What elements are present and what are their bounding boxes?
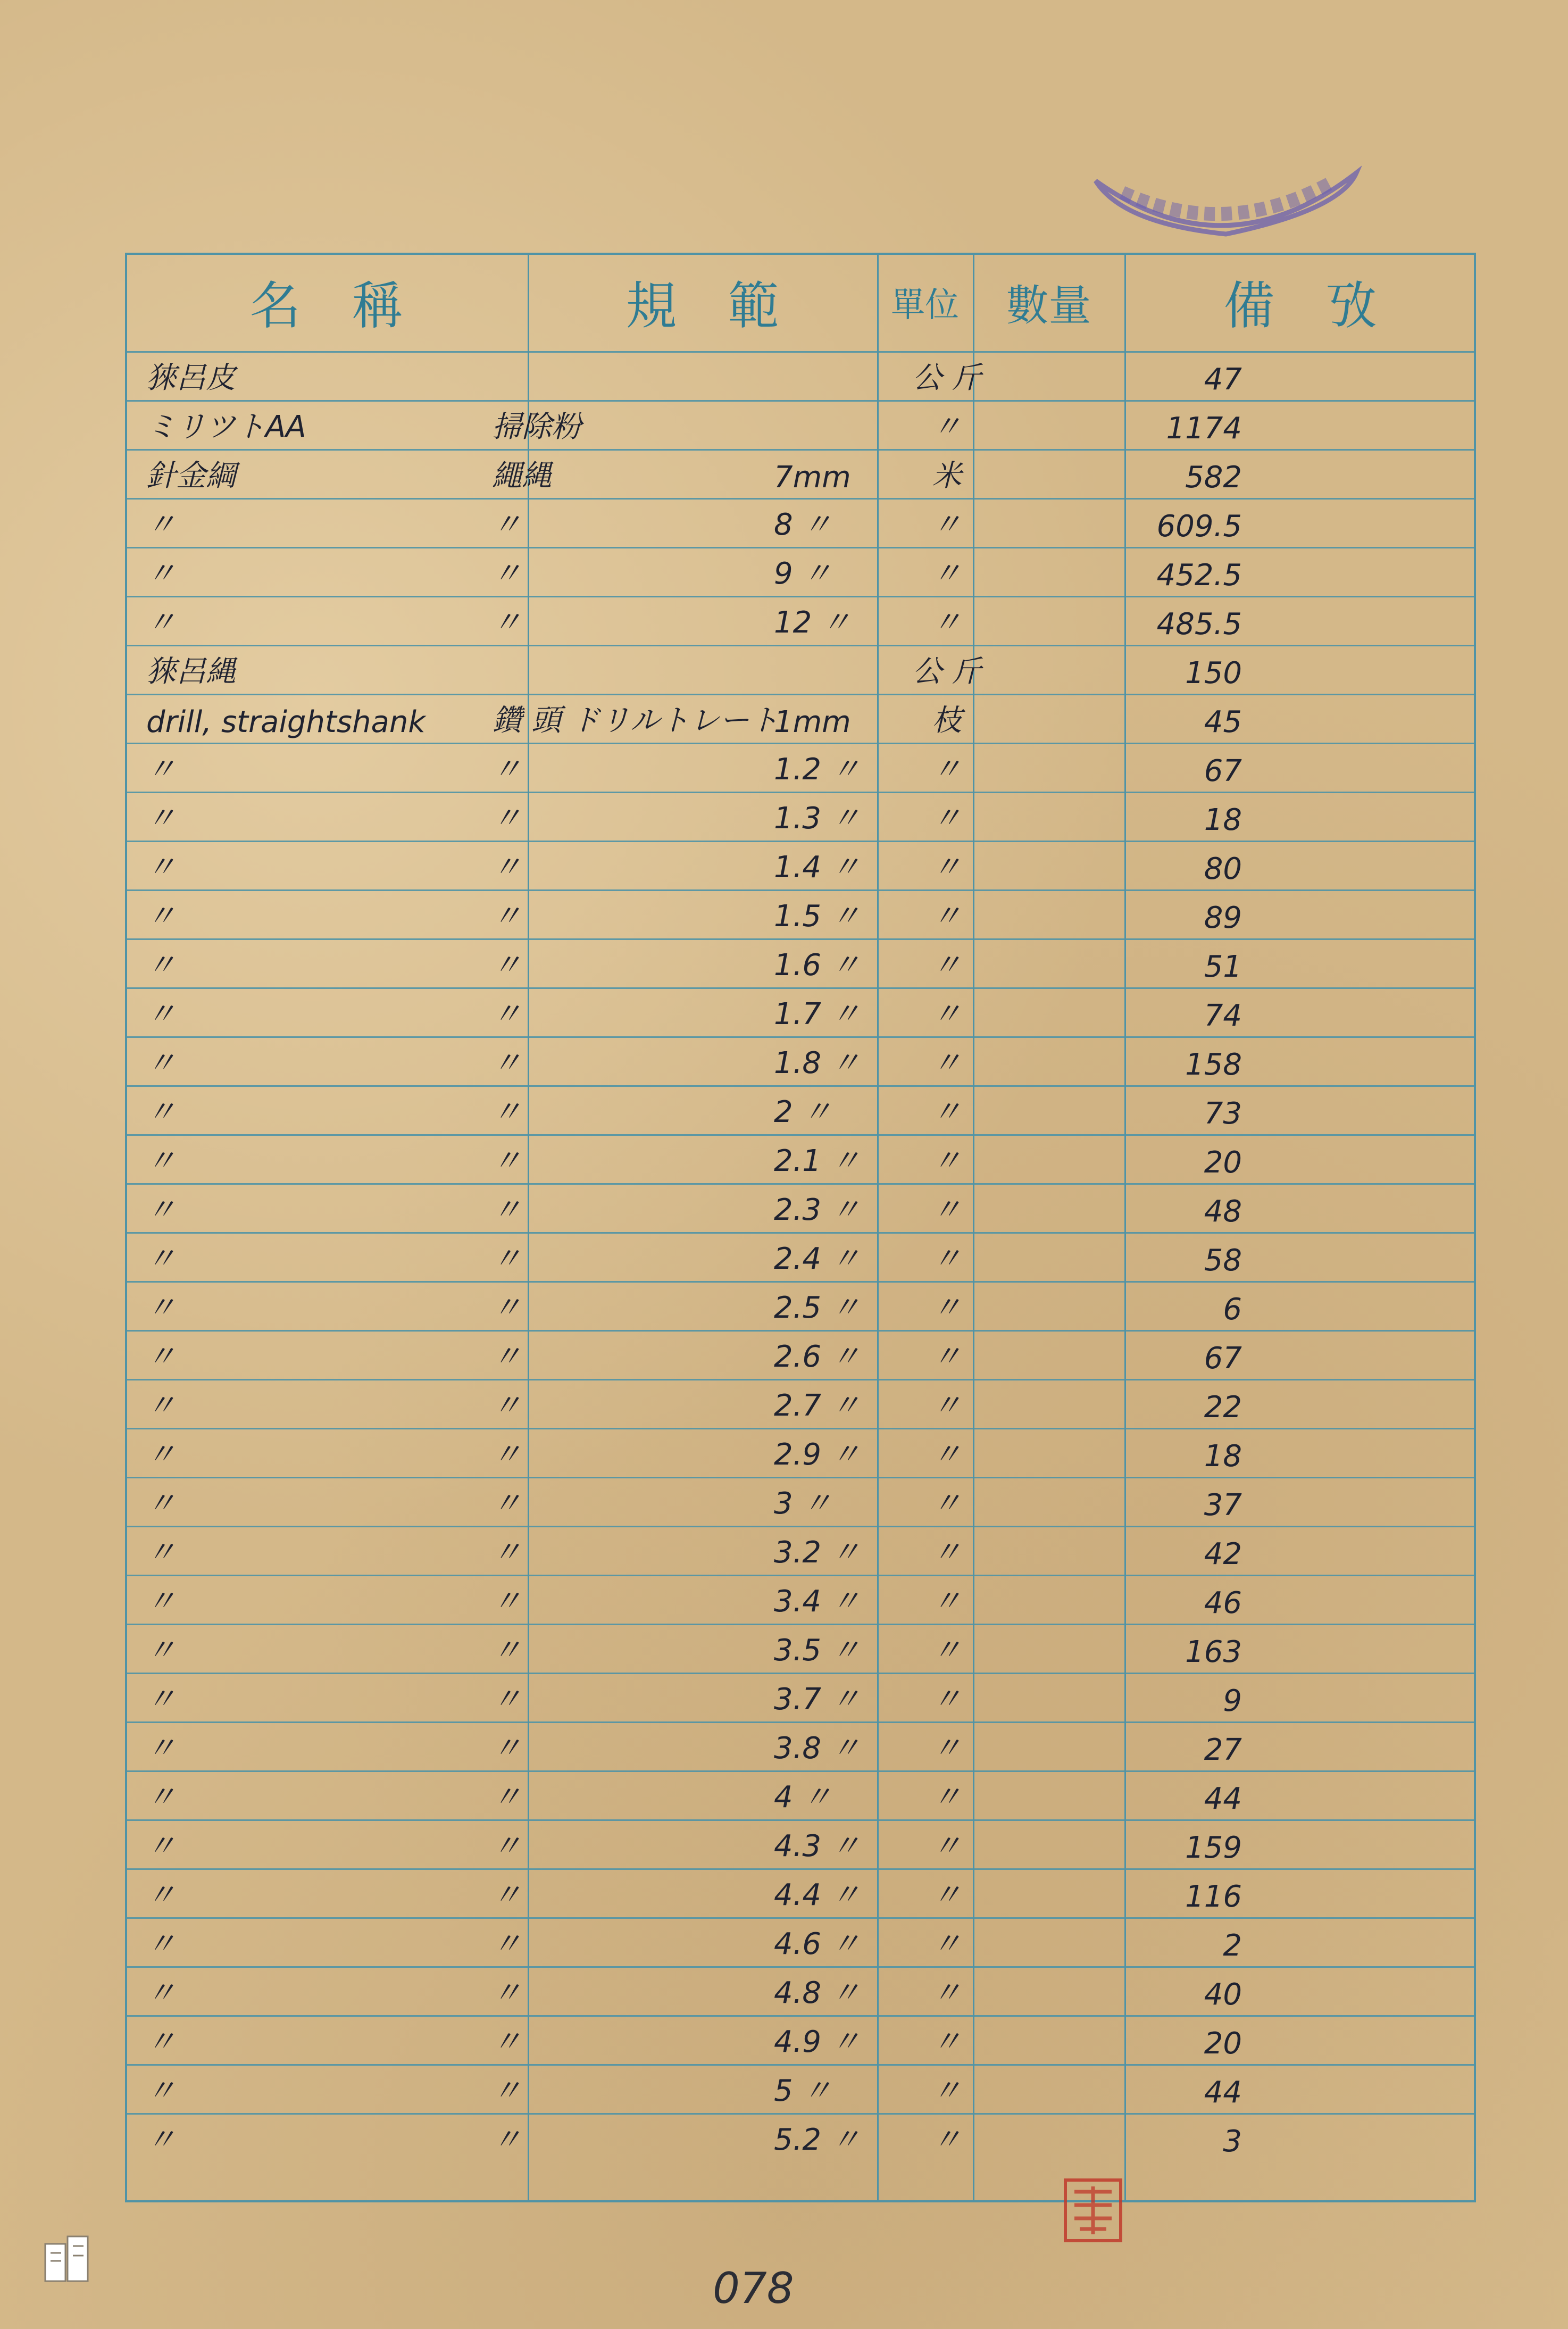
item-size: 4 〃 — [774, 1780, 832, 1815]
table-row — [125, 1085, 1476, 1134]
table-row — [125, 1966, 1476, 2015]
item-size: 2.4 〃 — [774, 1242, 861, 1276]
row-rule — [125, 449, 1476, 451]
item-quantity: 47 — [1204, 362, 1242, 397]
item-unit: 〃 — [932, 410, 962, 444]
table-row — [125, 596, 1476, 645]
item-name: 〃 — [146, 1144, 176, 1178]
item-unit: 〃 — [932, 1927, 962, 1961]
item-quantity: 116 — [1185, 1879, 1242, 1914]
item-spec: 〃 — [492, 1242, 522, 1276]
row-rule — [125, 694, 1476, 695]
item-spec: 〃 — [492, 997, 522, 1032]
item-size: 1.7 〃 — [774, 997, 861, 1032]
table-row — [125, 1673, 1476, 1721]
table-row — [125, 351, 1476, 400]
item-unit: 〃 — [932, 1291, 962, 1325]
row-rule — [125, 547, 1476, 548]
row-rule — [125, 1134, 1476, 1136]
item-name: ミリツトAA — [146, 410, 306, 444]
item-unit: 〃 — [932, 1340, 962, 1374]
row-rule — [125, 1526, 1476, 1527]
item-unit: 〃 — [932, 850, 962, 885]
item-size: 1.8 〃 — [774, 1046, 861, 1080]
row-rule — [125, 1917, 1476, 1919]
item-name: 〃 — [146, 1878, 176, 1912]
item-quantity: 158 — [1185, 1047, 1242, 1082]
row-rule — [125, 1232, 1476, 1234]
item-size: 1mm — [774, 705, 851, 739]
item-spec: 〃 — [492, 1486, 522, 1521]
item-quantity: 74 — [1204, 999, 1242, 1033]
item-spec: 〃 — [492, 508, 522, 542]
item-quantity: 150 — [1185, 656, 1242, 691]
item-quantity: 44 — [1204, 2075, 1242, 2110]
item-quantity: 9 — [1223, 1684, 1242, 1718]
row-rule — [125, 2064, 1476, 2066]
item-spec: 〃 — [492, 1682, 522, 1717]
item-name: 〃 — [146, 1437, 176, 1472]
item-size: 4.4 〃 — [774, 1878, 861, 1912]
row-rule — [125, 1428, 1476, 1429]
row-rule — [125, 2113, 1476, 2115]
item-size: 3 〃 — [774, 1486, 832, 1521]
item-unit: 〃 — [932, 1046, 962, 1080]
table-row — [125, 1428, 1476, 1477]
table-row — [125, 400, 1476, 449]
item-quantity: 51 — [1204, 950, 1242, 984]
item-unit: 〃 — [932, 1878, 962, 1912]
row-rule — [125, 743, 1476, 744]
header-spec-label: 規 範 — [625, 276, 779, 336]
item-unit: 〃 — [932, 1829, 962, 1864]
item-spec: 〃 — [492, 1193, 522, 1227]
item-size: 3.8 〃 — [774, 1731, 861, 1766]
item-spec: 〃 — [492, 1095, 522, 1129]
item-size: 2.3 〃 — [774, 1193, 861, 1227]
table-row — [125, 743, 1476, 792]
item-spec: 〃 — [492, 1878, 522, 1912]
item-unit: 〃 — [932, 2123, 962, 2157]
table-row — [125, 1330, 1476, 1379]
item-name: 〃 — [146, 899, 176, 934]
table-row — [125, 1379, 1476, 1428]
item-name: 〃 — [146, 1388, 176, 1423]
table-row — [125, 1477, 1476, 1526]
row-rule — [125, 498, 1476, 500]
row-rule — [125, 1183, 1476, 1185]
item-spec: 〃 — [492, 2123, 522, 2157]
header-spec — [528, 253, 877, 351]
item-name: 〃 — [146, 1731, 176, 1766]
item-spec: 〃 — [492, 801, 522, 836]
item-size: 9 〃 — [774, 556, 832, 591]
row-rule — [125, 889, 1476, 891]
item-size: 2.6 〃 — [774, 1340, 861, 1374]
table-row — [125, 1868, 1476, 1917]
item-unit: 〃 — [932, 1144, 962, 1178]
item-name: 〃 — [146, 948, 176, 983]
item-name: 〃 — [146, 1193, 176, 1227]
item-name: 〃 — [146, 1584, 176, 1619]
item-quantity: 22 — [1204, 1390, 1242, 1425]
row-rule — [125, 351, 1476, 353]
item-spec: 〃 — [492, 948, 522, 983]
item-size: 5 〃 — [774, 2074, 832, 2108]
item-name: 〃 — [146, 1927, 176, 1961]
item-unit: 〃 — [932, 1095, 962, 1129]
item-name: 〃 — [146, 1046, 176, 1080]
item-quantity: 159 — [1185, 1831, 1242, 1865]
item-name: 〃 — [146, 2025, 176, 2059]
item-name: 〃 — [146, 605, 176, 640]
item-name: 〃 — [146, 1976, 176, 2010]
item-name: 〃 — [146, 2123, 176, 2157]
item-unit: 〃 — [932, 1731, 962, 1766]
item-spec: 〃 — [492, 1633, 522, 1668]
item-name: 猍呂縄 — [146, 654, 236, 689]
item-name: 〃 — [146, 1535, 176, 1570]
item-size: 12 〃 — [774, 605, 852, 640]
item-unit: 〃 — [932, 1682, 962, 1717]
item-quantity: 6 — [1223, 1292, 1242, 1327]
item-size: 4.9 〃 — [774, 2025, 861, 2059]
item-spec: 〃 — [492, 2074, 522, 2108]
header-unit-label: 單位 — [891, 285, 959, 325]
row-rule — [125, 1819, 1476, 1821]
item-unit: 〃 — [932, 508, 962, 542]
table-row — [125, 1134, 1476, 1183]
item-quantity: 89 — [1204, 901, 1242, 935]
item-size: 7mm — [774, 460, 851, 495]
header-qty — [973, 253, 1124, 351]
item-quantity: 67 — [1204, 1341, 1242, 1376]
table-row — [125, 1575, 1476, 1624]
table-row — [125, 1721, 1476, 1770]
row-rule — [125, 1477, 1476, 1478]
table-row — [125, 694, 1476, 743]
item-spec: 〃 — [492, 2025, 522, 2059]
archive-logo-icon — [40, 2229, 98, 2288]
item-spec: 〃 — [492, 1829, 522, 1864]
item-spec: 〃 — [492, 1437, 522, 1472]
item-spec: 〃 — [492, 850, 522, 885]
row-rule — [125, 645, 1476, 646]
item-name: 〃 — [146, 556, 176, 591]
item-size: 3.4 〃 — [774, 1584, 861, 1619]
item-unit: 〃 — [932, 605, 962, 640]
item-unit: 〃 — [932, 801, 962, 836]
item-quantity: 163 — [1185, 1635, 1242, 1669]
item-unit: 〃 — [932, 1633, 962, 1668]
item-name: 〃 — [146, 1829, 176, 1864]
item-quantity: 67 — [1204, 754, 1242, 788]
item-spec: 鑽 頭 ドリルトレート — [492, 703, 779, 738]
row-rule — [125, 1036, 1476, 1038]
item-quantity: 452.5 — [1156, 558, 1242, 593]
item-name: 〃 — [146, 752, 176, 787]
table-row — [125, 889, 1476, 938]
item-name: 〃 — [146, 850, 176, 885]
item-quantity: 58 — [1204, 1243, 1242, 1278]
item-unit: 〃 — [932, 1535, 962, 1570]
header-remarks-label: 備 攷 — [1223, 276, 1377, 336]
item-size: 1.6 〃 — [774, 948, 861, 983]
item-name: 〃 — [146, 1340, 176, 1374]
row-rule — [125, 1085, 1476, 1087]
item-name: 〃 — [146, 1486, 176, 1521]
table-row — [125, 2113, 1476, 2162]
item-quantity: 1174 — [1166, 411, 1242, 446]
item-unit: 〃 — [932, 1780, 962, 1815]
table-row — [125, 2064, 1476, 2113]
item-size: 3.2 〃 — [774, 1535, 861, 1570]
page-number: 078 — [713, 2264, 794, 2313]
row-rule — [125, 400, 1476, 402]
item-unit: 〃 — [932, 1976, 962, 2010]
item-spec: 〃 — [492, 1535, 522, 1570]
item-unit: 〃 — [932, 1486, 962, 1521]
table-row — [125, 1770, 1476, 1819]
header-name-label: 名 稱 — [249, 276, 403, 336]
row-rule — [125, 1575, 1476, 1576]
table-row — [125, 1526, 1476, 1575]
item-unit: 公 斤 — [912, 361, 981, 395]
item-spec: 〃 — [492, 1976, 522, 2010]
header-qty-label: 數量 — [1006, 281, 1091, 330]
ledger-table — [125, 253, 1476, 2202]
item-size: 3.5 〃 — [774, 1633, 861, 1668]
table-row — [125, 1917, 1476, 1966]
item-spec: 〃 — [492, 605, 522, 640]
item-unit: 〃 — [932, 2074, 962, 2108]
item-size: 4.8 〃 — [774, 1976, 861, 2010]
item-name: drill, straightshank — [146, 705, 426, 739]
item-size: 8 〃 — [774, 508, 832, 542]
item-size: 4.3 〃 — [774, 1829, 861, 1864]
table-row — [125, 938, 1476, 987]
table-row — [125, 498, 1476, 547]
table-row — [125, 841, 1476, 889]
item-spec: 〃 — [492, 556, 522, 591]
item-quantity: 485.5 — [1156, 607, 1242, 642]
row-rule — [125, 1379, 1476, 1380]
item-spec: 繩縄 — [492, 459, 552, 493]
item-quantity: 46 — [1204, 1586, 1242, 1620]
item-size: 1.2 〃 — [774, 752, 861, 787]
item-quantity: 27 — [1204, 1733, 1242, 1767]
item-spec: 〃 — [492, 1927, 522, 1961]
row-rule — [125, 1281, 1476, 1283]
item-quantity: 80 — [1204, 852, 1242, 886]
item-quantity: 45 — [1204, 705, 1242, 739]
row-rule — [125, 792, 1476, 793]
item-unit: 〃 — [932, 1193, 962, 1227]
table-row — [125, 2015, 1476, 2064]
item-spec: 〃 — [492, 1388, 522, 1423]
item-name: 〃 — [146, 1682, 176, 1717]
row-rule — [125, 1721, 1476, 1723]
item-size: 4.6 〃 — [774, 1927, 861, 1961]
table-row — [125, 1819, 1476, 1868]
row-rule — [125, 987, 1476, 989]
item-name: 〃 — [146, 1095, 176, 1129]
item-name: 〃 — [146, 801, 176, 836]
item-spec: 〃 — [492, 1340, 522, 1374]
item-size: 1.3 〃 — [774, 801, 861, 836]
item-name: 〃 — [146, 1780, 176, 1815]
item-unit: 〃 — [932, 948, 962, 983]
item-quantity: 582 — [1185, 460, 1242, 495]
table-row — [125, 547, 1476, 596]
table-row — [125, 1183, 1476, 1232]
table-row — [125, 1036, 1476, 1085]
header-remarks — [1124, 253, 1476, 351]
row-rule — [125, 596, 1476, 597]
table-row — [125, 1232, 1476, 1281]
item-quantity: 40 — [1204, 1977, 1242, 2012]
item-name: 猍呂皮 — [146, 361, 236, 395]
item-spec: 〃 — [492, 1144, 522, 1178]
item-size: 3.7 〃 — [774, 1682, 861, 1717]
item-unit: 〃 — [932, 2025, 962, 2059]
seal-icon — [1061, 2176, 1125, 2245]
item-name: 〃 — [146, 2074, 176, 2108]
item-unit: 〃 — [932, 752, 962, 787]
item-spec: 掃除粉 — [492, 410, 581, 444]
item-unit: 〃 — [932, 1584, 962, 1619]
row-rule — [125, 1770, 1476, 1772]
item-quantity: 44 — [1204, 1782, 1242, 1816]
item-quantity: 37 — [1204, 1488, 1242, 1523]
item-spec: 〃 — [492, 1780, 522, 1815]
table-row — [125, 449, 1476, 498]
item-size: 2.9 〃 — [774, 1437, 861, 1472]
item-quantity: 48 — [1204, 1194, 1242, 1229]
item-size: 2.1 〃 — [774, 1144, 861, 1178]
item-unit: 〃 — [932, 556, 962, 591]
row-rule — [125, 1624, 1476, 1625]
item-spec: 〃 — [492, 899, 522, 934]
row-rule — [125, 1966, 1476, 1968]
item-name: 〃 — [146, 1242, 176, 1276]
item-size: 2 〃 — [774, 1095, 832, 1129]
item-unit: 〃 — [932, 899, 962, 934]
item-unit: 公 斤 — [912, 654, 981, 689]
item-quantity: 20 — [1204, 2026, 1242, 2061]
table-row — [125, 645, 1476, 694]
item-quantity: 73 — [1204, 1096, 1242, 1131]
item-size: 1.4 〃 — [774, 850, 861, 885]
item-unit: 〃 — [932, 1437, 962, 1472]
row-rule — [125, 1673, 1476, 1674]
header-name — [125, 253, 528, 351]
item-name: 針金綱 — [146, 459, 236, 493]
item-unit: 米 — [932, 459, 962, 493]
item-quantity: 18 — [1204, 803, 1242, 837]
item-size: 1.5 〃 — [774, 899, 861, 934]
item-quantity: 20 — [1204, 1145, 1242, 1180]
item-unit: 〃 — [932, 1242, 962, 1276]
item-size: 2.5 〃 — [774, 1291, 861, 1325]
row-rule — [125, 938, 1476, 940]
item-quantity: 609.5 — [1156, 509, 1242, 544]
item-unit: 〃 — [932, 1388, 962, 1423]
row-rule — [125, 1868, 1476, 1870]
row-rule — [125, 841, 1476, 842]
row-rule — [125, 1330, 1476, 1332]
item-spec: 〃 — [492, 752, 522, 787]
table-row — [125, 1624, 1476, 1673]
item-unit: 〃 — [932, 997, 962, 1032]
item-size: 5.2 〃 — [774, 2123, 861, 2157]
item-size: 2.7 〃 — [774, 1388, 861, 1423]
row-rule — [125, 2015, 1476, 2017]
item-spec: 〃 — [492, 1291, 522, 1325]
item-quantity: 42 — [1204, 1537, 1242, 1571]
stamp-icon — [1090, 160, 1362, 250]
table-row — [125, 792, 1476, 841]
item-name: 〃 — [146, 508, 176, 542]
item-spec: 〃 — [492, 1731, 522, 1766]
table-row — [125, 1281, 1476, 1330]
item-name: 〃 — [146, 1291, 176, 1325]
item-unit: 枝 — [932, 703, 962, 738]
item-quantity: 3 — [1223, 2124, 1242, 2159]
item-spec: 〃 — [492, 1046, 522, 1080]
header-unit — [877, 253, 973, 351]
item-name: 〃 — [146, 997, 176, 1032]
item-name: 〃 — [146, 1633, 176, 1668]
item-spec: 〃 — [492, 1584, 522, 1619]
item-quantity: 18 — [1204, 1439, 1242, 1474]
table-row — [125, 987, 1476, 1036]
item-quantity: 2 — [1223, 1928, 1242, 1963]
